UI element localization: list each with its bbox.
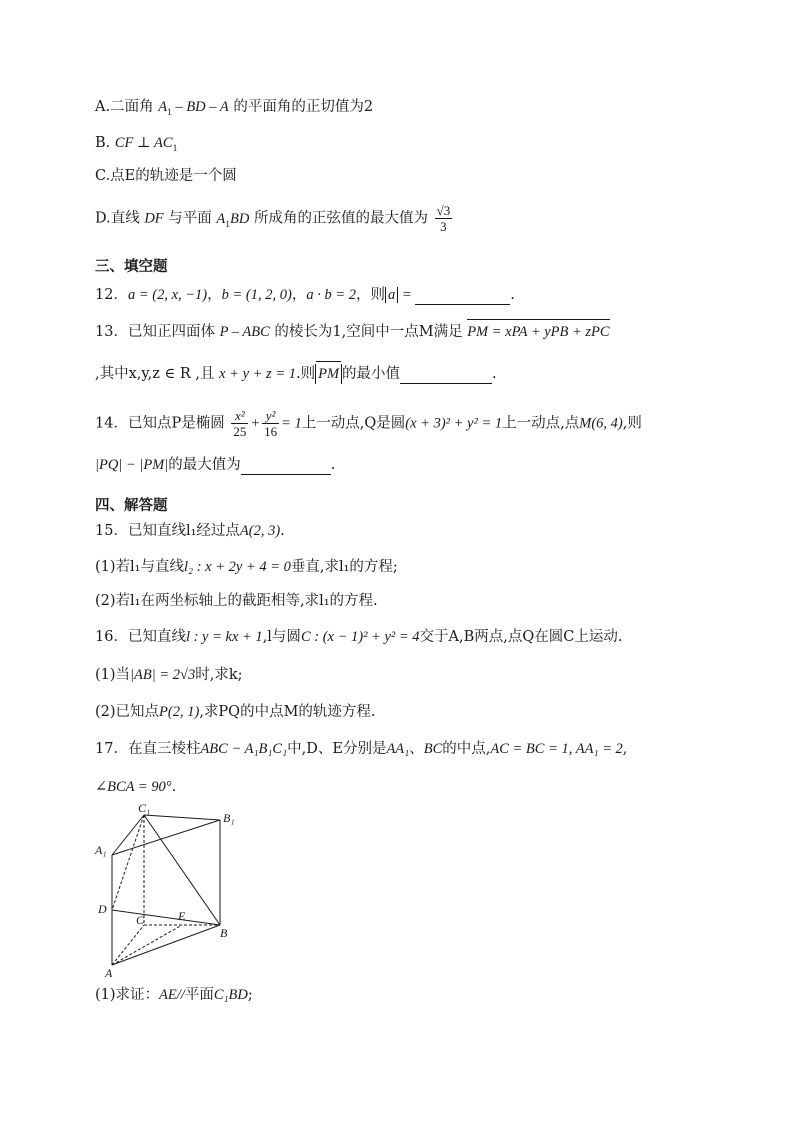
answer-blank-14[interactable] bbox=[241, 460, 331, 475]
answer-blank-12[interactable] bbox=[415, 290, 510, 305]
question-17-part1: (1)求证：AE//平面C₁BD; bbox=[95, 987, 253, 1003]
option-a: A.二面角 $A_1$ – BD – A 的平面角的正切值为2 bbox=[95, 99, 374, 118]
section-fill-title: 三、填空题 bbox=[95, 259, 168, 275]
option-b-expr: CF ⊥ AC bbox=[114, 135, 173, 151]
label-e: E bbox=[178, 909, 186, 923]
question-16: 16．已知直线l : y = kx + 1,l与圆C : (x − 1)² + y² = 4交于A,B两点,点Q在圆C上运动. bbox=[95, 629, 623, 645]
question-13-line1: 13．已知正四面体 P – ABC 的棱长为1,空间中一点M满足 PM = xPA + yPB + zPC bbox=[95, 324, 610, 340]
option-a-expr: $A_1$ – BD – A bbox=[158, 99, 229, 118]
label-a: A bbox=[105, 966, 113, 980]
answer-blank-13[interactable] bbox=[400, 369, 492, 384]
label-a1: A₁ bbox=[95, 843, 107, 857]
label-d: D bbox=[98, 902, 107, 916]
label-b: B bbox=[220, 926, 228, 940]
label-b1: B₁ bbox=[223, 811, 235, 825]
label-c: C bbox=[136, 913, 145, 927]
section-answer-title: 四、解答题 bbox=[95, 498, 168, 514]
option-c: C.点E的轨迹是一个圆 bbox=[95, 168, 237, 184]
edge-d-b bbox=[112, 910, 220, 925]
question-14-line1: 14．已知点P是椭圆 $\frac{\text{x²}}{25}$ + $\frac{\text{y²}}{16}$ = 1上一动点,Q是圆(x + 3)² + y² = 1上一动点,点M(6, 4),则 bbox=[95, 408, 642, 439]
edge-c1-b1 bbox=[144, 815, 220, 820]
question-17: 17．在直三棱柱ABC − A₁B₁C₁中,D、E分别是AA₁、BC的中点,AC = BC = 1, AA₁ = 2, bbox=[95, 741, 628, 757]
prism-figure bbox=[92, 800, 242, 980]
edge-a1-c1 bbox=[112, 815, 144, 855]
edge-a1-b1 bbox=[112, 820, 220, 855]
question-16-part1: (1)当|AB| = 2√3时,求k; bbox=[95, 667, 243, 683]
option-d-fraction: $\frac{√3}{3}$ bbox=[436, 203, 451, 234]
option-d: D.直线 DF 与平面 $A_1BD$ 所成角的正弦值的最大值为 $\frac{√3}{3}$ bbox=[95, 203, 451, 234]
question-17-angle: ∠BCA = 90°. bbox=[95, 779, 177, 795]
edge-c1-d bbox=[112, 815, 144, 910]
question-12: 12．a = (2, x, −1)，b = (1, 2, 0)，a · b = 2，则 a = . bbox=[95, 287, 515, 303]
question-16-part2: (2)已知点P(2, 1),求PQ的中点M的轨迹方程. bbox=[95, 704, 376, 720]
question-15-part2: (2)若l₁在两坐标轴上的截距相等,求l₁的方程. bbox=[95, 593, 378, 609]
vector-equation: PM = xPA + yPB + zPC bbox=[467, 324, 610, 340]
question-15: 15．已知直线l₁经过点A(2, 3). bbox=[95, 523, 285, 539]
option-b: B. CF ⊥ $AC_1$ bbox=[95, 135, 178, 154]
question-13-line2: ,其中x,y,z ∈ R ,且 x + y + z = 1.则 PM 的最小值 . bbox=[95, 366, 497, 382]
label-c1: C₁ bbox=[138, 801, 151, 815]
question-14-line2: |PQ| − |PM|的最大值为 . bbox=[95, 457, 336, 473]
question-15-part1: (1)若l₁与直线l₂ : x + 2y + 4 = 0垂直,求l₁的方程; bbox=[95, 559, 398, 575]
edge-a-e bbox=[112, 925, 182, 965]
